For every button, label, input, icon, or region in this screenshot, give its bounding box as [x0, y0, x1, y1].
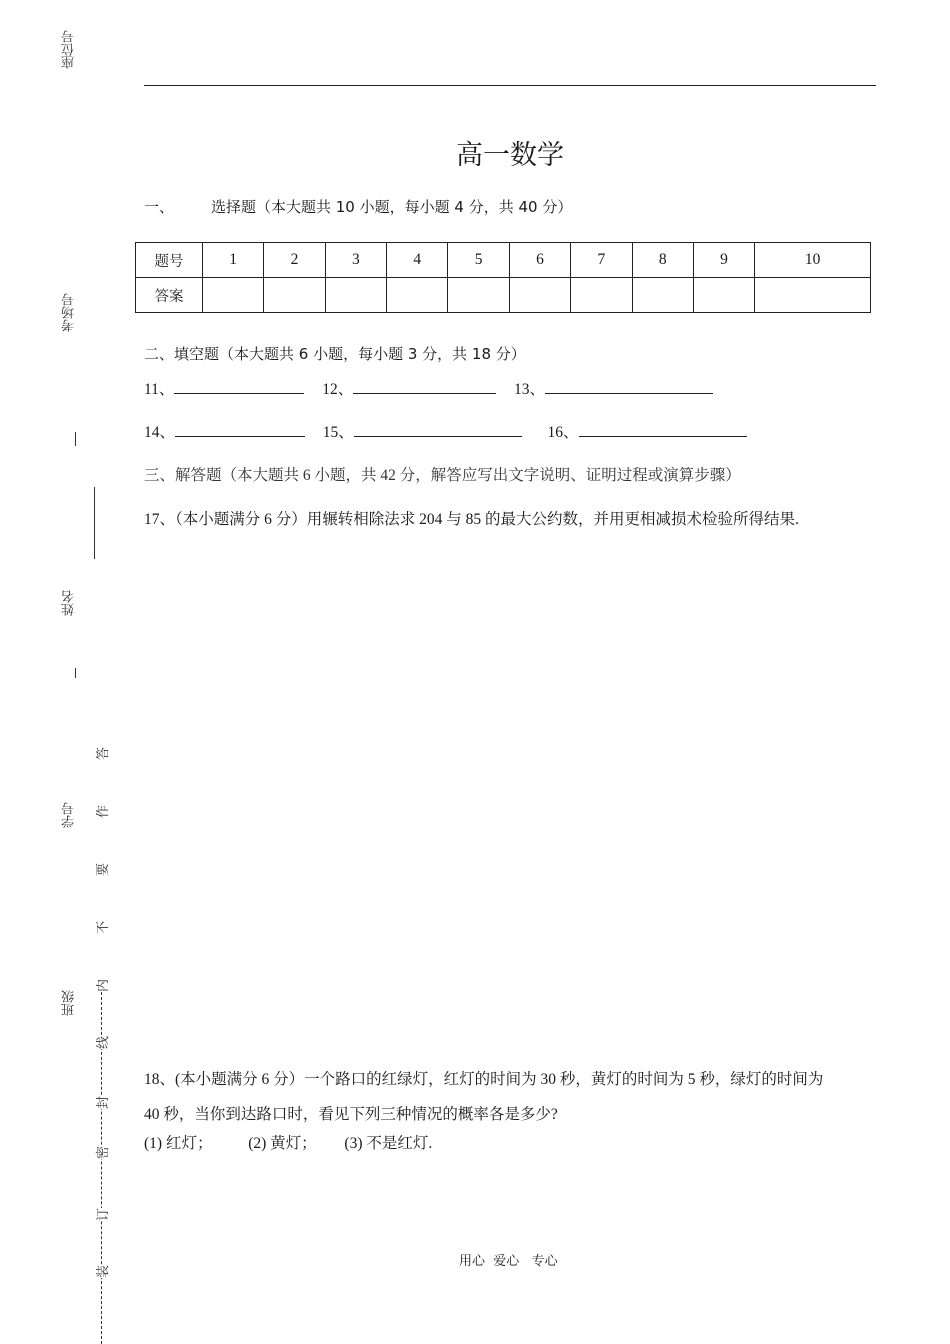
student-number-label: 学号: [62, 802, 77, 828]
question-18-line-1: 18、(本小题满分 6 分）一个路口的红绿灯，红灯的时间为 30 秒，黄灯的时间为 5 秒，绿灯的时间为: [144, 1071, 824, 1088]
seal-line-char: 装: [92, 1265, 111, 1278]
margin-warning-char: 答: [96, 746, 112, 761]
page-footer: 用心 爱心 专心: [459, 1254, 558, 1269]
table-row: [136, 243, 871, 278]
blank-input-11[interactable]: [174, 379, 304, 394]
answer-cell[interactable]: [448, 278, 509, 313]
page-title: 高一数学: [456, 140, 564, 171]
margin-warning-char: 不: [96, 920, 112, 935]
answer-row-label: 答案: [136, 278, 203, 313]
answer-cell[interactable]: [571, 278, 632, 313]
question-number-cell: 5: [448, 243, 509, 278]
question-number-cell: 2: [264, 243, 325, 278]
question-18-parts: [144, 1131, 432, 1153]
part-1: (1) 红灯；: [144, 1135, 213, 1152]
section1-heading: 选择题（本大题共 10 小题，每小题 4 分，共 40 分）: [211, 198, 573, 216]
section3-heading: 三、解答题（本大题共 6 小题，共 42 分，解答应写出文字说明、证明过程或演算步骤）: [144, 467, 741, 484]
margin-warning-char: 要: [96, 862, 112, 877]
table-row: [136, 278, 871, 313]
answer-cell[interactable]: [325, 278, 386, 313]
question-17: 17、（本小题满分 6 分）用辗转相除法求 204 与 85 的最大公约数，并用更相减损术检验所得结果.: [144, 511, 799, 528]
section1-number: 一、: [144, 198, 175, 216]
question-number-cell: 8: [632, 243, 693, 278]
blank-label-16: 16、: [547, 424, 579, 441]
margin-warning-char: 作: [96, 804, 112, 819]
exam-room-label: 考场号: [62, 293, 77, 332]
name-label: 姓名: [62, 590, 77, 616]
blank-label-11: 11、: [144, 381, 175, 398]
question-number-cell: 7: [571, 243, 632, 278]
class-label: 班级: [62, 990, 77, 1016]
question-number-cell: 4: [387, 243, 448, 278]
blank-input-14[interactable]: [175, 422, 305, 437]
blank-label-12: 12、: [322, 381, 354, 398]
section2-heading: 二、填空题（本大题共 6 小题，每小题 3 分，共 18 分）: [144, 345, 526, 363]
seal-line-char: 订: [92, 1208, 111, 1221]
question-number-cell: 6: [509, 243, 570, 278]
answer-cell[interactable]: [203, 278, 264, 313]
fill-blank-row-2: [144, 420, 747, 442]
blank-label-13: 13、: [513, 381, 545, 398]
question-number-cell: 1: [203, 243, 264, 278]
margin-warning-char: 内: [96, 978, 112, 993]
answer-cell[interactable]: [755, 278, 871, 313]
margin-tick: [75, 432, 76, 446]
seal-line-char: 封: [92, 1096, 111, 1109]
answer-cell[interactable]: [509, 278, 570, 313]
answer-cell[interactable]: [693, 278, 754, 313]
blank-input-15[interactable]: [354, 422, 522, 437]
answer-cell[interactable]: [264, 278, 325, 313]
blank-input-13[interactable]: [545, 379, 713, 394]
blank-input-16[interactable]: [579, 422, 747, 437]
seal-line-char: 线: [92, 1036, 111, 1049]
answer-cell[interactable]: [387, 278, 448, 313]
table-header-label: 题号: [136, 243, 203, 278]
blank-label-15: 15、: [322, 424, 354, 441]
part-3: (3) 不是红灯.: [344, 1135, 433, 1152]
header-rule: [144, 85, 876, 86]
question-number-cell: 10: [755, 243, 871, 278]
seal-line-char: 密: [92, 1146, 111, 1159]
blank-label-14: 14、: [144, 424, 176, 441]
seat-number-label: 座位号: [62, 30, 77, 69]
answer-cell[interactable]: [632, 278, 693, 313]
question-number-cell: 9: [693, 243, 754, 278]
fill-blank-row-1: [144, 377, 713, 399]
margin-tick: [75, 668, 76, 678]
question-number-cell: 3: [325, 243, 386, 278]
part-2: (2) 黄灯；: [248, 1135, 317, 1152]
blank-input-12[interactable]: [353, 379, 496, 394]
answer-table: [135, 242, 871, 313]
question-18-line-2: 40 秒，当你到达路口时，看见下列三种情况的概率各是多少?: [144, 1106, 558, 1123]
name-underline: [94, 487, 95, 559]
